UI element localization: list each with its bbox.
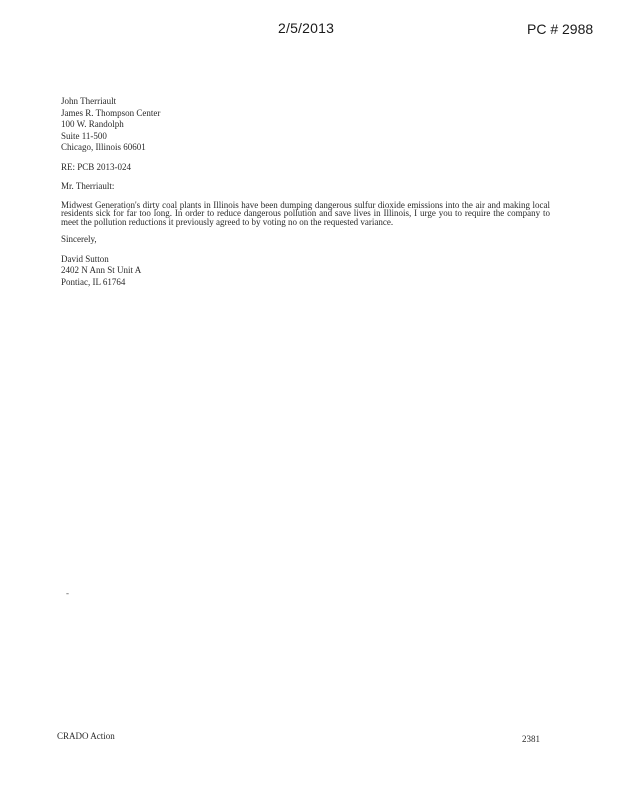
- sender-street: 2402 N Ann St Unit A: [61, 265, 142, 276]
- recipient-address: [61, 96, 550, 154]
- letter: [61, 96, 550, 288]
- closing: Sincerely,: [61, 234, 97, 245]
- footer-organization: CRADO Action: [57, 731, 115, 741]
- recipient-building: James R. Thompson Center: [61, 107, 161, 118]
- recipient-suite: Suite 11-500: [61, 130, 107, 141]
- header-pc-number: PC # 2988: [527, 21, 594, 37]
- stray-mark: -: [66, 588, 69, 598]
- salutation: Mr. Therriault:: [61, 181, 115, 191]
- recipient-name: John Therriault: [61, 96, 117, 106]
- recipient-city: Chicago, Illinois 60601: [61, 142, 146, 152]
- header-date: 2/5/2013: [278, 20, 335, 36]
- footer-page-number: 2381: [522, 734, 540, 744]
- re-line: RE: PCB 2013-024: [61, 161, 132, 172]
- recipient-street: 100 W. Randolph: [61, 119, 124, 129]
- sender-city: Pontiac, IL 61764: [61, 276, 126, 287]
- letter-body: Midwest Generation's dirty coal plants in Illinois have been dumping dangerous sulfur dioxide emissions into the air and making local residents sick for far too long. In order to reduce dangerous pollution and save lives in Illinois, I urge you to require the company to meet the pollution reductions it previously agreed to by voting no on the requested variance.: [61, 199, 550, 227]
- signature-block: [61, 254, 550, 289]
- sender-name: David Sutton: [61, 253, 109, 264]
